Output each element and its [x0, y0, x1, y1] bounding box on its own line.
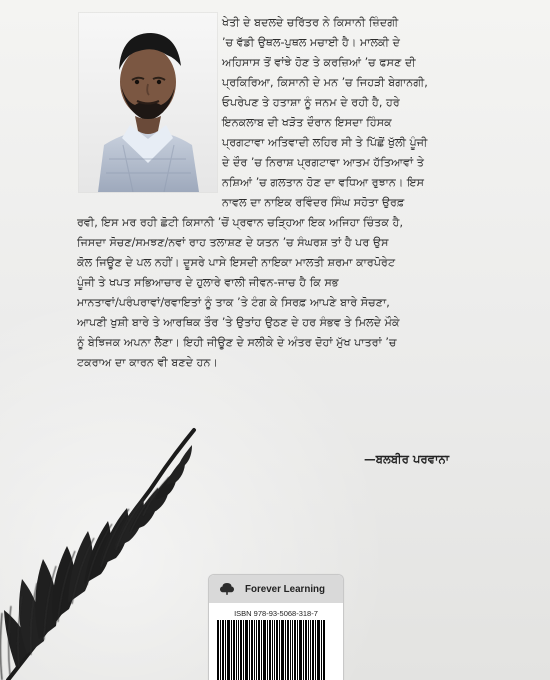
barcode-bar: [308, 620, 309, 680]
barcode-bar: [233, 620, 235, 680]
barcode-bar: [263, 620, 266, 680]
barcode-bar: [269, 620, 271, 680]
blurb-line-1: ਖੇਤੀ ਦੇ ਬਦਲਦੇ ਚਰਿੱਤਰ ਨੇ ਕਿਸਾਨੀ ਜ਼ਿੰਦਗੀ: [222, 16, 399, 29]
barcode-bar: [321, 620, 322, 680]
blurb-line-18: ਟਕਰਾਅ ਦਾ ਕਾਰਨ ਵੀ ਬਣਦੇ ਹਨ।: [77, 356, 218, 369]
blurb-line-14: ਪੂੰਜੀ ਤੇ ਖਪਤ ਸਭਿਆਚਾਰ ਦੇ ਹੁਲਾਰੇ ਵਾਲੀ ਜੀਵਨ-ਜਾਚ ਹੈ ਕਿ ਸਭ: [77, 276, 339, 289]
barcode: [217, 620, 335, 680]
feather-icon: [0, 420, 230, 680]
isbn-text: ISBN 978-93-5068-318-7: [234, 609, 318, 618]
barcode-bar: [312, 620, 314, 680]
barcode-bar: [294, 620, 296, 680]
barcode-bar: [317, 620, 320, 680]
barcode-bar: [258, 620, 260, 680]
barcode-bar: [305, 620, 307, 680]
barcode-bar: [231, 620, 232, 680]
blurb-line-6: ਇਨਕਲਾਬ ਦੀ ਖੜੋਤ ਦੌਰਾਨ ਇਸਦਾ ਹਿੰਸਕ: [222, 116, 392, 129]
barcode-bar: [303, 620, 304, 680]
barcode-bar: [274, 620, 275, 680]
barcode-bar: [240, 620, 242, 680]
blurb-line-3: ਅਹਿਸਾਸ ਤੋਂ ਵਾਂਝੇ ਹੋਣ ਤੇ ਕਰਜ਼ਿਆਂ ’ਚ ਫਸਣ ਦੀ: [222, 56, 416, 69]
barcode-bar: [256, 620, 257, 680]
barcode-bar: [217, 620, 219, 680]
barcode-header: [209, 575, 343, 603]
barcode-bar: [323, 620, 325, 680]
barcode-bar: [287, 620, 289, 680]
blurb-line-10: ਨਾਵਲ ਦਾ ਨਾਇਕ ਰਵਿੰਦਰ ਸਿੰਘ ਸਹੋਤਾ ਉਰਫ਼: [222, 196, 405, 209]
barcode-bar: [279, 620, 280, 680]
barcode-bar: [236, 620, 237, 680]
blurb-line-4: ਪ੍ਰਕਿਰਿਆ, ਕਿਸਾਨੀ ਦੇ ਮਨ ’ਚ ਜਿਹੜੀ ਬੇਗਾਨਗੀ,: [222, 76, 428, 89]
blurb-line-16: ਆਪਣੀ ਖੁਸ਼ੀ ਬਾਰੇ ਤੇ ਆਰਥਿਕ ਤੌਰ ’ਤੇ ਉਤਾਂਹ ਉਠਣ ਦੇ ਹਰ ਸੰਭਵ ਤੇ ਮਿਲਦੇ ਮੌਕੇ: [77, 316, 400, 329]
blurb-line-2: ’ਚ ਵੱਡੀ ਉਥਲ-ਪੁਥਲ ਮਚਾਈ ਹੈ। ਮਾਲਕੀ ਦੇ: [222, 36, 400, 49]
barcode-bar: [238, 620, 239, 680]
barcode-bar: [227, 620, 230, 680]
barcode-bar: [261, 620, 262, 680]
blurb-line-7: ਪ੍ਰਗਟਾਵਾ ਅਤਿਵਾਦੀ ਲਹਿਰ ਸੀ ਤੇ ਪਿੱਛੋਂ ਖੁੱਲੀ ਪੂੰਜੀ: [222, 136, 428, 149]
blurb-line-17: ਨੂੰ ਬੇਝਿਜਕ ਅਪਨਾ ਲੈਣਾ। ਇਹੀ ਜੀਊਣ ਦੇ ਸਲੀਕੇ ਦੇ ਅੰਤਰ ਦੋਹਾਂ ਮੁੱਖ ਪਾਤਰਾਂ ’ਚ: [77, 336, 397, 349]
blurb-line-11: ਰਵੀ, ਇਸ ਮਰ ਰਹੀ ਛੋਟੀ ਕਿਸਾਨੀ ’ਚੋਂ ਪ੍ਰਵਾਨ ਚੜ੍ਹਿਆ ਇਕ ਅਜਿਹਾ ਚਿੰਤਕ ਹੈ,: [77, 216, 404, 229]
barcode-bar: [315, 620, 316, 680]
barcode-bar: [281, 620, 284, 680]
blurb-line-8: ਦੇ ਦੌਰ ’ਚ ਨਿਰਾਸ਼ ਪ੍ਰਗਟਾਵਾ ਆਤਮ ਹੱਤਿਆਵਾਂ ਤੇ: [222, 156, 424, 169]
barcode-bar: [292, 620, 293, 680]
barcode-bar: [225, 620, 226, 680]
tree-icon: [219, 581, 235, 597]
isbn-barcode-box: [208, 574, 344, 680]
barcode-bar: [245, 620, 248, 680]
barcode-bar: [222, 620, 224, 680]
barcode-bar: [297, 620, 298, 680]
blurb-line-12: ਜਿਸਦਾ ਸੋਚਣ/ਸਮਝਣ/ਨਵਾਂ ਰਾਹ ਤਲਾਸ਼ਣ ਦੇ ਯਤਨ ’ਚ ਸੰਘਰਸ਼ ਤਾਂ ਹੈ ਪਰ ਉਸ: [77, 236, 389, 249]
barcode-bar: [220, 620, 221, 680]
barcode-bar: [290, 620, 291, 680]
barcode-bar: [243, 620, 244, 680]
barcode-bar: [285, 620, 286, 680]
barcode-bar: [310, 620, 311, 680]
barcode-bar: [299, 620, 302, 680]
barcode-bar: [249, 620, 250, 680]
blurb-line-5: ਓਪਰੇਪਣ ਤੇ ਹਤਾਸ਼ਾ ਨੂੰ ਜਨਮ ਦੇ ਰਹੀ ਹੈ, ਹਰੇ: [222, 96, 400, 109]
blurb-line-15: ਮਾਨਤਾਵਾਂ/ਪਰੰਪਰਾਵਾਂ/ਰਵਾਇਤਾਂ ਨੂੰ ਤਾਕ ’ਤੇ ਟੰਗ ਕੇ ਸਿਰਫ਼ ਆਪਣੇ ਬਾਰੇ ਸੋਚਣਾ,: [77, 296, 390, 309]
barcode-bar: [251, 620, 253, 680]
barcode-bar: [254, 620, 255, 680]
barcode-bar: [276, 620, 278, 680]
barcode-bar: [272, 620, 273, 680]
book-blurb: [77, 13, 484, 373]
publisher-brand: Forever Learning: [245, 583, 326, 595]
barcode-bar: [267, 620, 268, 680]
signature: —ਬਲਬੀਰ ਪਰਵਾਨਾ: [364, 452, 450, 466]
blurb-line-13: ਕੋਲ ਜਿਊਣ ਦੇ ਪਲ ਨਹੀਂ। ਦੂਸਰੇ ਪਾਸੇ ਇਸਦੀ ਨਾਇਕਾ ਮਾਲਤੀ ਸ਼ਰਮਾ ਕਾਰਪੋਰੇਟ: [77, 256, 396, 269]
blurb-line-9: ਨਸ਼ਿਆਂ ’ਚ ਗਲਤਾਨ ਹੋਣ ਦਾ ਵਧਿਆ ਰੁਝਾਨ। ਇਸ: [222, 176, 425, 189]
